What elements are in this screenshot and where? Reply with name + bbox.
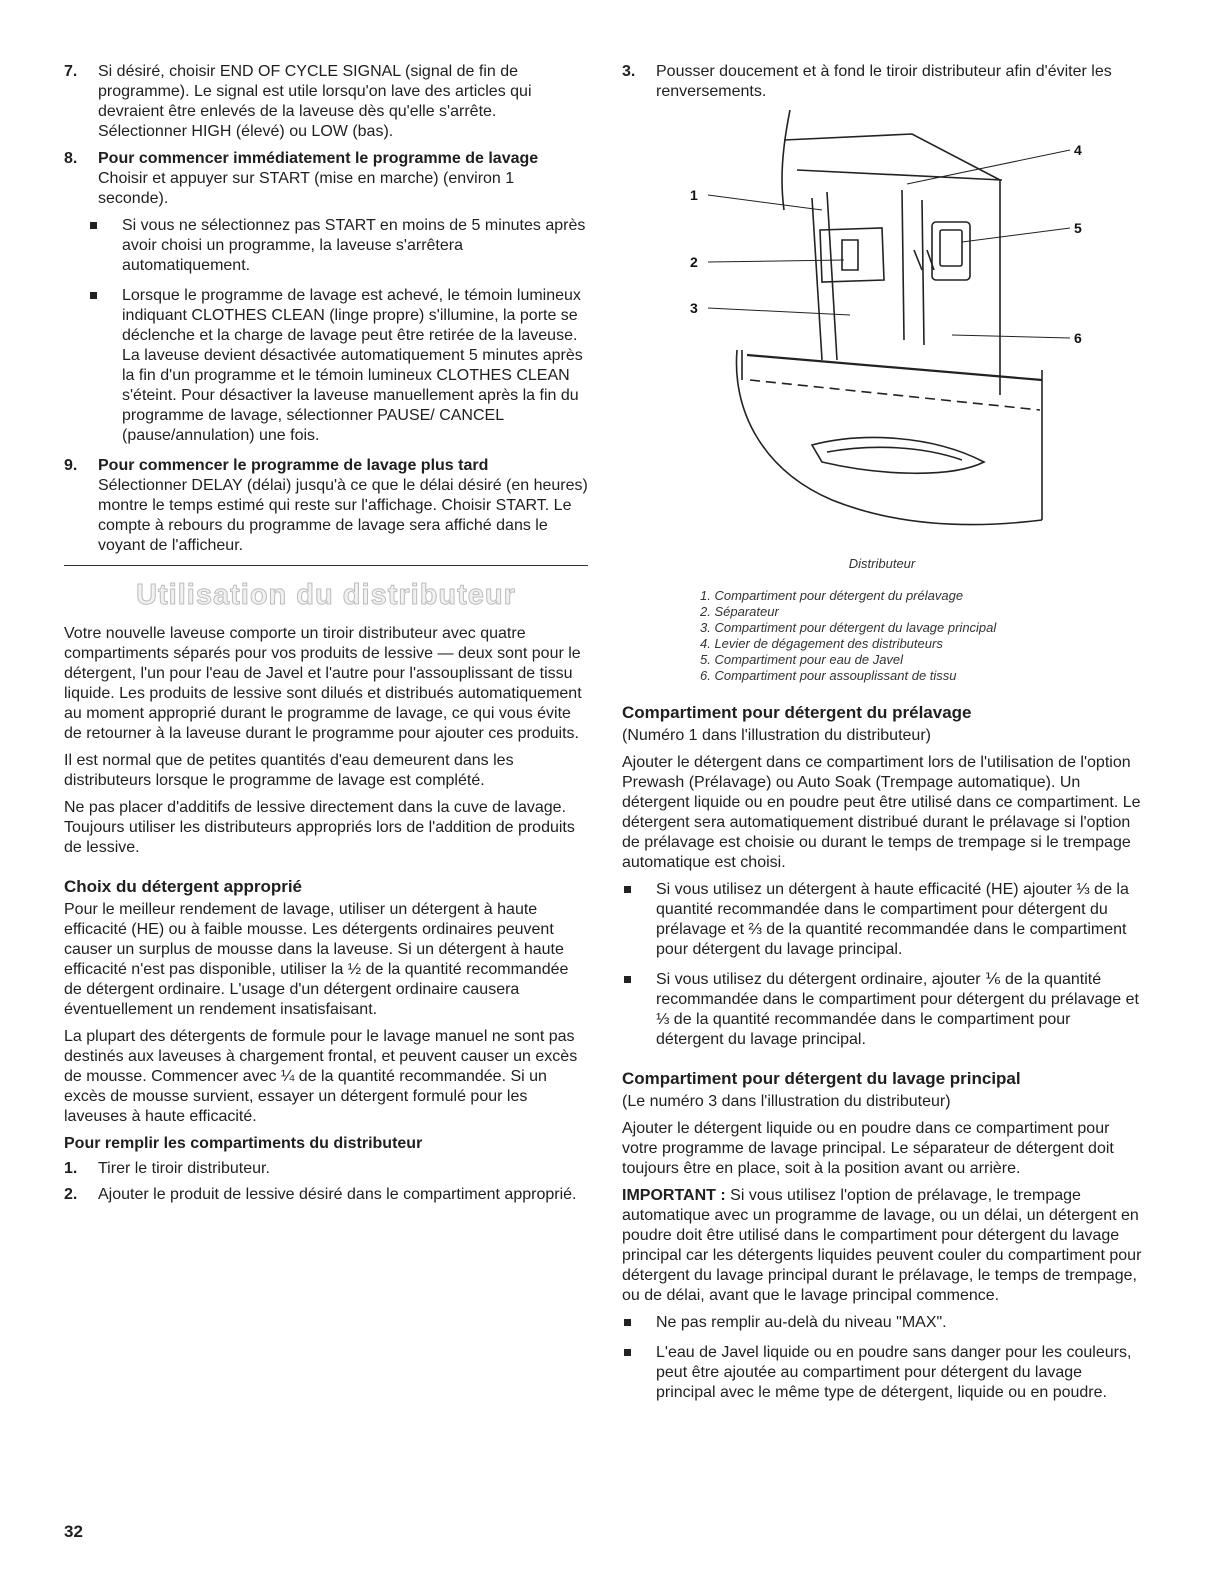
- step-text: Ajouter le produit de lessive désiré dans le compartiment approprié.: [98, 1186, 577, 1203]
- paragraph: Votre nouvelle laveuse comporte un tiroir distributeur avec quatre compartiments séparés pour vos produits de lessive — deux sont pour le détergent, l'un pour l'eau de Javel et l'autre pour l'assouplissant de tissu liquide. Les produits de lessive sont dilués et distribués automatiquement au moment approprié durant le programme de lavage, ce qui vous évite de retourner à la laveuse durant le programme pour ajouter ces produits.: [64, 625, 582, 742]
- bullet-item: Si vous utilisez du détergent ordinaire, ajouter ⅙ de la quantité recommandée dans le compartiment pour détergent du prélavage et ⅓ de la quantité recommandée dans le compartiment pour détergent du lavage principal.: [622, 970, 1142, 1050]
- step-8: [64, 149, 588, 209]
- paragraph: Ajouter le détergent dans ce compartiment lors de l'utilisation de l'option Prewash (Prélavage) ou Auto Soak (Trempage automatique). Un détergent liquide ou en poudre peut être utilisé dans ce compartiment. Le détergent sera automatiquement distribué durant le prélavage si l'option de prélavage est choisie ou durant le temps de trempage si le trempage automatique est choisi.: [622, 754, 1141, 871]
- step-number: 7.: [64, 63, 78, 80]
- paragraph: La plupart des détergents de formule pour le lavage manuel ne sont pas destinés aux laveuses à chargement frontal, et peuvent causer un excès de mousse. Commencer avec ¼ de la quantité recommandée. Si un excès de mousse survient, essayer un détergent formulé pour les laveuses à haute efficacité.: [64, 1028, 578, 1125]
- step-text: Tirer le tiroir distributeur.: [98, 1160, 270, 1177]
- step-7: [64, 62, 588, 142]
- left-column: [64, 62, 588, 1211]
- step-number: 1.: [64, 1160, 78, 1177]
- right-column: [622, 62, 1142, 1413]
- step-text: Choisir et appuyer sur START (mise en marche) (environ 1 seconde).: [98, 170, 515, 207]
- subsection-subtitle: (Numéro 1 dans l'illustration du distributeur): [622, 727, 931, 744]
- important-note: [622, 1186, 1142, 1306]
- step-title: Pour commencer immédiatement le programme de lavage: [98, 150, 539, 167]
- step-number: 3.: [622, 63, 636, 80]
- bullet-item: Ne pas remplir au-delà du niveau "MAX".: [622, 1313, 1142, 1333]
- parts-list-item: 4. Levier de dégagement des distributeurs: [700, 636, 943, 651]
- subsection-title: Pour remplir les compartiments du distributeur: [64, 1135, 423, 1152]
- callout-1: 1: [690, 187, 698, 203]
- callout-2: 2: [690, 254, 698, 270]
- bullet-item: Si vous utilisez un détergent à haute efficacité (HE) ajouter ⅓ de la quantité recommandée dans le compartiment pour détergent du prélavage et ⅔ de la quantité recommandée dans le compartiment pour détergent du lavage principal.: [622, 880, 1142, 960]
- parts-list-item: 2. Séparateur: [700, 604, 779, 619]
- callout-5: 5: [1074, 220, 1082, 236]
- page-number: 32: [64, 1522, 83, 1541]
- subsection-title: Choix du détergent approprié: [64, 877, 303, 896]
- figure-caption: Distributeur: [848, 556, 916, 571]
- fill-step: [64, 1159, 588, 1179]
- step-3: [622, 62, 1142, 102]
- subsection-title: Compartiment pour détergent du prélavage: [622, 703, 972, 722]
- dispenser-drawer-illustration: [622, 110, 1142, 548]
- parts-list-item: 5. Compartiment pour eau de Javel: [700, 652, 904, 667]
- important-label: IMPORTANT :: [622, 1187, 726, 1204]
- paragraph: Il est normal que de petites quantités d'eau demeurent dans les distributeurs lorsque le programme de lavage est complété.: [64, 752, 514, 789]
- dispenser-figure: [622, 110, 1142, 548]
- callout-4: 4: [1074, 142, 1082, 158]
- step-title: Pour commencer le programme de lavage plus tard: [98, 457, 489, 474]
- parts-list-item: 1. Compartiment pour détergent du prélavage: [700, 588, 964, 603]
- paragraph: Pour le meilleur rendement de lavage, utiliser un détergent à haute efficacité (HE) ou à faible mousse. Les détergents ordinaires peuvent causer un surplus de mousse dans la laveuse. Si un détergent à haute efficacité n'est pas disponible, utiliser la ½ de la quantité recommandée de détergent ordinaire. L'usage d'un détergent ordinaire causera éventuellement un rendement insatisfaisant.: [64, 901, 569, 1018]
- paragraph: Ne pas placer d'additifs de lessive directement dans la cuve de lavage. Toujours utiliser les distributeurs appropriés lors de l'addition de produits de lessive.: [64, 799, 575, 856]
- step-text: Si désiré, choisir END OF CYCLE SIGNAL (signal de fin de programme). Le signal est utile lorsqu'on lave des articles qui devraient être enlevés de la laveuse dès qu'elle s'arrête. Sélectionner HIGH (élevé) ou LOW (bas).: [98, 63, 532, 140]
- callout-3: 3: [690, 300, 698, 316]
- callout-6: 6: [1074, 330, 1082, 346]
- bullet-item: L'eau de Javel liquide ou en poudre sans danger pour les couleurs, peut être ajoutée au compartiment pour détergent du lavage principal avec le même type de détergent, liquide ou en poudre.: [622, 1343, 1142, 1403]
- step-9: [64, 456, 588, 556]
- bullet-item: Si vous ne sélectionnez pas START en moins de 5 minutes après avoir choisi un programme, la laveuse s'arrêtera automatiquement.: [64, 216, 588, 276]
- step-number: 2.: [64, 1186, 78, 1203]
- bullet-item: Lorsque le programme de lavage est achevé, le témoin lumineux indiquant CLOTHES CLEAN (linge propre) s'illumine, la porte se déclenche et la charge de lavage peut être retirée de la laveuse. La laveuse devient désactivée automatiquement 5 minutes après la fin d'un programme et le témoin lumineux CLOTHES CLEAN s'éteint. Pour désactiver la laveuse manuellement après la fin du programme de lavage, sélectionner PAUSE/ CANCEL (pause/annulation) une fois.: [64, 286, 588, 446]
- important-text: Si vous utilisez l'option de prélavage, le trempage automatique avec un programme de lavage, ou un délai, un détergent en poudre doit être utilisé dans le compartiment pour détergent du lavage principal car les détergents liquides peuvent couler du compartiment pour détergent du lavage principal durant le prélavage, le temps de trempage, ou de délai, avant que le lavage principal commence.: [622, 1187, 1142, 1304]
- parts-list-item: 6. Compartiment pour assouplissant de tissu: [700, 668, 957, 683]
- fill-step: [64, 1185, 588, 1205]
- step-text: Pousser doucement et à fond le tiroir distributeur afin d'éviter les renversements.: [656, 63, 1112, 100]
- parts-list-item: 3. Compartiment pour détergent du lavage principal: [700, 620, 997, 635]
- parts-list: [700, 588, 1142, 684]
- paragraph: Ajouter le détergent liquide ou en poudre dans ce compartiment pour votre programme de lavage principal. Le séparateur de détergent doit toujours être en place, soit à la position avant ou arrière.: [622, 1120, 1114, 1177]
- step-number: 8.: [64, 150, 78, 167]
- subsection-title: Compartiment pour détergent du lavage principal: [622, 1069, 1021, 1088]
- step-number: 9.: [64, 457, 78, 474]
- step-text: Sélectionner DELAY (délai) jusqu'à ce que le délai désiré (en heures) montre le temps estimé qui reste sur l'affichage. Choisir START. Le compte à rebours du programme de lavage sera affiché dans le voyant de l'afficheur.: [98, 477, 588, 554]
- section-divider: [64, 565, 588, 566]
- subsection-subtitle: (Le numéro 3 dans l'illustration du distributeur): [622, 1093, 951, 1110]
- section-title: Utilisation du distributeur: [136, 579, 516, 611]
